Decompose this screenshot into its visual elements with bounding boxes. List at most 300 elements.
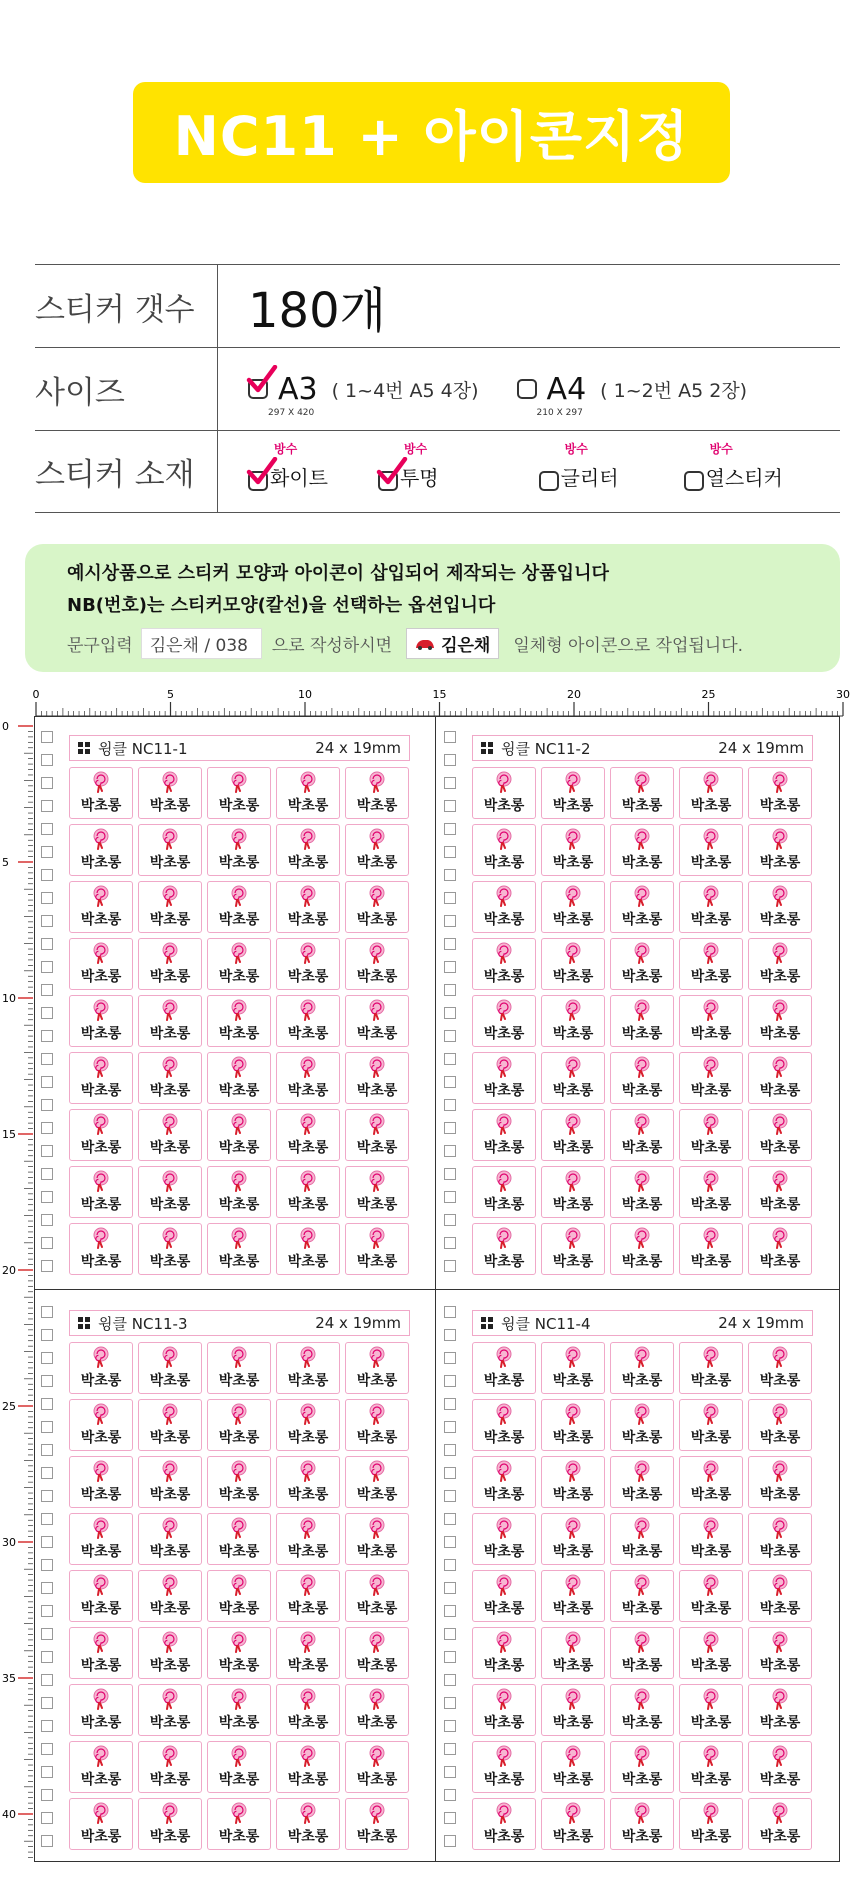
sticker-text: 박초롱 [759, 1026, 801, 1042]
lollipop-icon [228, 999, 250, 1021]
name-sticker [610, 938, 674, 990]
row-checkbox[interactable] [444, 1444, 456, 1456]
name-sticker [207, 1109, 271, 1161]
row-checkbox[interactable] [444, 1789, 456, 1801]
size-a3-checkbox[interactable] [248, 379, 268, 399]
sticker-text: 박초롱 [483, 969, 525, 985]
sticker-text: 박초롱 [80, 969, 122, 985]
name-sticker [138, 1741, 202, 1793]
ruler-v-label: 10 [2, 992, 16, 1005]
name-sticker [541, 1798, 605, 1850]
lollipop-icon [366, 1403, 388, 1425]
lollipop-icon [228, 1802, 250, 1824]
row-checkbox[interactable] [41, 1007, 53, 1019]
sticker-text: 박초롱 [356, 798, 398, 814]
row-checkbox[interactable] [41, 1168, 53, 1180]
sticker-text: 박초롱 [483, 912, 525, 928]
sticker-text: 박초롱 [149, 1373, 191, 1389]
sticker-sheet [34, 716, 840, 1862]
row-checkbox[interactable] [41, 1651, 53, 1663]
row-checkbox[interactable] [41, 1536, 53, 1548]
sticker-text: 박초롱 [218, 1083, 260, 1099]
name-sticker [541, 1456, 605, 1508]
lollipop-icon [769, 1056, 791, 1078]
sticker-text: 박초롱 [149, 1601, 191, 1617]
name-sticker [610, 1223, 674, 1275]
row-checkbox[interactable] [444, 1168, 456, 1180]
name-sticker [345, 1223, 409, 1275]
name-sticker [679, 1741, 743, 1793]
name-sticker [541, 1513, 605, 1565]
lollipop-icon [90, 1403, 112, 1425]
row-checkbox[interactable] [41, 915, 53, 927]
lollipop-icon [297, 1403, 319, 1425]
name-sticker [69, 1109, 133, 1161]
lollipop-icon [631, 999, 653, 1021]
row-checkbox[interactable] [444, 1674, 456, 1686]
sticker-text: 박초롱 [356, 1026, 398, 1042]
name-sticker [541, 1741, 605, 1793]
row-checkbox[interactable] [444, 1651, 456, 1663]
lollipop-icon [769, 885, 791, 907]
name-sticker [748, 1109, 812, 1161]
row-checkbox[interactable] [444, 1007, 456, 1019]
row-checkbox[interactable] [444, 1490, 456, 1502]
name-sticker [679, 1399, 743, 1451]
name-sticker [748, 938, 812, 990]
row-checkbox[interactable] [444, 1559, 456, 1571]
lollipop-icon [562, 828, 584, 850]
name-sticker [345, 1684, 409, 1736]
row-checkbox[interactable] [41, 1421, 53, 1433]
lollipop-icon [769, 1745, 791, 1767]
sticker-text: 박초롱 [218, 1544, 260, 1560]
count-row [35, 264, 840, 347]
row-checkbox[interactable] [41, 1122, 53, 1134]
row-checkbox[interactable] [444, 1329, 456, 1341]
lollipop-icon [631, 1688, 653, 1710]
material-clear-name: 투명 [399, 466, 439, 490]
size-a4-checkbox[interactable] [517, 379, 537, 399]
row-checkbox[interactable] [444, 869, 456, 881]
row-checkbox[interactable] [41, 1835, 53, 1847]
row-checkbox[interactable] [444, 1053, 456, 1065]
checkmark-icon [246, 457, 278, 489]
row-checkbox[interactable] [41, 1789, 53, 1801]
sticker-text: 박초롱 [149, 1829, 191, 1845]
sticker-text: 박초롱 [80, 855, 122, 871]
sticker-text: 박초롱 [218, 1254, 260, 1270]
lollipop-icon [228, 1631, 250, 1653]
material-glitter-checkbox[interactable] [539, 471, 559, 491]
sticker-text: 박초롱 [287, 912, 329, 928]
sticker-text: 박초롱 [552, 1373, 594, 1389]
sticker-text: 박초롱 [287, 1772, 329, 1788]
material-label: 스티커 소재 [35, 431, 218, 512]
name-sticker [610, 1741, 674, 1793]
lollipop-icon [297, 942, 319, 964]
row-checkbox[interactable] [41, 1812, 53, 1824]
row-checkbox[interactable] [41, 731, 53, 743]
name-sticker [748, 1798, 812, 1850]
row-checkbox[interactable] [444, 1467, 456, 1479]
sticker-text: 박초롱 [759, 969, 801, 985]
row-checkbox[interactable] [444, 1191, 456, 1203]
name-sticker [541, 767, 605, 819]
spec-table [35, 264, 840, 513]
material-clear-checkbox[interactable] [378, 471, 398, 491]
row-checkbox[interactable] [444, 1306, 456, 1318]
material-heat-checkbox[interactable] [684, 471, 704, 491]
row-checkbox[interactable] [444, 1697, 456, 1709]
row-checkbox-column [41, 731, 53, 1283]
sticker-text: 박초롱 [149, 1430, 191, 1446]
row-checkbox[interactable] [444, 1766, 456, 1778]
row-checkbox[interactable] [41, 777, 53, 789]
lollipop-icon [769, 1460, 791, 1482]
row-checkbox[interactable] [444, 777, 456, 789]
sticker-text: 박초롱 [759, 1430, 801, 1446]
sticker-text: 박초롱 [483, 855, 525, 871]
row-checkbox[interactable] [444, 892, 456, 904]
row-checkbox[interactable] [444, 1214, 456, 1226]
sticker-text: 박초롱 [690, 1254, 732, 1270]
row-checkbox[interactable] [444, 938, 456, 950]
lollipop-icon [366, 1517, 388, 1539]
name-sticker [472, 1741, 536, 1793]
sticker-text: 박초롱 [149, 1197, 191, 1213]
row-checkbox[interactable] [41, 1559, 53, 1571]
lollipop-icon [493, 1517, 515, 1539]
row-checkbox[interactable] [444, 1421, 456, 1433]
row-checkbox[interactable] [444, 800, 456, 812]
row-checkbox[interactable] [444, 1375, 456, 1387]
name-sticker [679, 1052, 743, 1104]
checkmark-icon [376, 457, 408, 489]
row-checkbox[interactable] [41, 846, 53, 858]
lollipop-icon [769, 1574, 791, 1596]
row-checkbox[interactable] [41, 1398, 53, 1410]
name-sticker [276, 938, 340, 990]
row-checkbox[interactable] [41, 1329, 53, 1341]
name-sticker [207, 1513, 271, 1565]
sticker-text: 박초롱 [218, 1772, 260, 1788]
name-sticker [472, 767, 536, 819]
sticker-text: 박초롱 [552, 1658, 594, 1674]
banner-title: NC11 + 아이콘지정 [173, 105, 690, 168]
row-checkbox[interactable] [444, 1720, 456, 1732]
name-sticker [679, 1456, 743, 1508]
name-sticker [138, 1399, 202, 1451]
lollipop-icon [228, 1403, 250, 1425]
sticker-text: 박초롱 [287, 1658, 329, 1674]
name-sticker [610, 1684, 674, 1736]
lollipop-icon [90, 1056, 112, 1078]
sticker-text: 박초롱 [759, 1373, 801, 1389]
row-checkbox[interactable] [41, 1214, 53, 1226]
lollipop-icon [366, 1802, 388, 1824]
sticker-text: 박초롱 [621, 969, 663, 985]
row-checkbox[interactable] [41, 800, 53, 812]
row-checkbox[interactable] [444, 1605, 456, 1617]
name-sticker [276, 995, 340, 1047]
lollipop-icon [631, 1227, 653, 1249]
row-checkbox[interactable] [41, 938, 53, 950]
row-checkbox[interactable] [41, 1076, 53, 1088]
lollipop-icon [493, 1170, 515, 1192]
name-sticker [207, 1342, 271, 1394]
notice-line-3 [67, 628, 840, 659]
sticker-text: 박초롱 [80, 1140, 122, 1156]
lollipop-icon [769, 771, 791, 793]
row-checkbox[interactable] [41, 1467, 53, 1479]
row-checkbox[interactable] [41, 1628, 53, 1640]
sticker-text: 박초롱 [149, 969, 191, 985]
row-checkbox[interactable] [444, 1743, 456, 1755]
row-checkbox[interactable] [41, 1260, 53, 1272]
vertical-ruler [0, 716, 34, 1866]
name-sticker [541, 1109, 605, 1161]
row-checkbox[interactable] [444, 961, 456, 973]
name-sticker [472, 1456, 536, 1508]
material-option-glitter[interactable] [539, 442, 619, 491]
row-checkbox[interactable] [41, 1674, 53, 1686]
row-checkbox[interactable] [444, 1352, 456, 1364]
lollipop-icon [159, 1745, 181, 1767]
sticker-text: 박초롱 [287, 1140, 329, 1156]
row-checkbox[interactable] [41, 869, 53, 881]
ruler-v-label: 15 [2, 1128, 16, 1141]
row-checkbox[interactable] [444, 1145, 456, 1157]
row-checkbox[interactable] [444, 1122, 456, 1134]
sticker-text: 박초롱 [552, 1487, 594, 1503]
name-sticker [748, 1166, 812, 1218]
row-checkbox[interactable] [41, 1145, 53, 1157]
sticker-text: 박초롱 [356, 1430, 398, 1446]
name-sticker [69, 1456, 133, 1508]
row-checkbox[interactable] [444, 915, 456, 927]
lollipop-icon [493, 771, 515, 793]
row-checkbox[interactable] [444, 1237, 456, 1249]
lollipop-icon [631, 1574, 653, 1596]
panel-size: 24 x 19mm [315, 1314, 401, 1332]
lollipop-icon [769, 1631, 791, 1653]
lollipop-icon [159, 1346, 181, 1368]
sticker-text: 박초롱 [218, 1373, 260, 1389]
row-checkbox[interactable] [444, 1099, 456, 1111]
size-option-a4[interactable] [517, 371, 748, 418]
name-sticker [69, 995, 133, 1047]
lollipop-icon [159, 1460, 181, 1482]
row-checkbox[interactable] [41, 1191, 53, 1203]
sticker-text: 박초롱 [552, 1715, 594, 1731]
sticker-text: 박초롱 [287, 1601, 329, 1617]
sticker-text: 박초롱 [149, 1487, 191, 1503]
row-checkbox[interactable] [444, 1835, 456, 1847]
row-checkbox[interactable] [41, 892, 53, 904]
sticker-text: 박초롱 [218, 969, 260, 985]
lollipop-icon [228, 1460, 250, 1482]
lollipop-icon [297, 1574, 319, 1596]
lollipop-icon [159, 1802, 181, 1824]
lollipop-icon [159, 885, 181, 907]
size-label: 사이즈 [35, 348, 218, 430]
lollipop-icon [769, 1170, 791, 1192]
lollipop-icon [769, 999, 791, 1021]
lollipop-icon [769, 1403, 791, 1425]
name-sticker [276, 1741, 340, 1793]
sticker-text: 박초롱 [218, 1601, 260, 1617]
lollipop-icon [159, 1056, 181, 1078]
material-option-white[interactable] [248, 442, 328, 491]
size-options [218, 348, 840, 430]
name-sticker [276, 1052, 340, 1104]
size-a3-dimension: 297 X 420 [268, 407, 315, 418]
row-checkbox[interactable] [41, 1582, 53, 1594]
lollipop-icon [631, 1403, 653, 1425]
lollipop-icon [700, 1170, 722, 1192]
result-chip [406, 628, 499, 659]
row-checkbox[interactable] [444, 1513, 456, 1525]
grid-icon [481, 742, 493, 754]
sticker-text: 박초롱 [218, 1430, 260, 1446]
row-checkbox[interactable] [41, 1099, 53, 1111]
row-checkbox[interactable] [41, 1513, 53, 1525]
name-sticker [69, 881, 133, 933]
name-sticker [276, 1513, 340, 1565]
row-checkbox[interactable] [41, 754, 53, 766]
sticker-text: 박초롱 [149, 1140, 191, 1156]
lollipop-icon [631, 1460, 653, 1482]
row-checkbox[interactable] [444, 754, 456, 766]
sticker-text: 박초롱 [552, 1254, 594, 1270]
row-checkbox[interactable] [41, 961, 53, 973]
row-checkbox[interactable] [41, 1444, 53, 1456]
material-white-checkbox[interactable] [248, 471, 268, 491]
material-options [218, 431, 840, 512]
sheet-divider-horizontal [35, 1289, 839, 1290]
lollipop-icon [90, 771, 112, 793]
sticker-text: 박초롱 [483, 1254, 525, 1270]
lollipop-icon [700, 999, 722, 1021]
name-sticker [472, 881, 536, 933]
row-checkbox[interactable] [444, 1260, 456, 1272]
name-sticker [276, 1456, 340, 1508]
row-checkbox[interactable] [444, 846, 456, 858]
notice-mid: 으로 작성하시면 [271, 636, 393, 656]
sticker-text: 박초롱 [356, 1658, 398, 1674]
row-checkbox[interactable] [444, 1076, 456, 1088]
lollipop-icon [297, 1631, 319, 1653]
lollipop-icon [493, 999, 515, 1021]
lollipop-icon [159, 1574, 181, 1596]
lollipop-icon [700, 1113, 722, 1135]
name-sticker [610, 1456, 674, 1508]
size-option-a3[interactable] [248, 371, 479, 418]
row-checkbox[interactable] [444, 1398, 456, 1410]
material-option-clear[interactable] [378, 442, 439, 491]
row-checkbox[interactable] [41, 1030, 53, 1042]
name-sticker [610, 881, 674, 933]
sticker-text: 박초롱 [80, 1083, 122, 1099]
row-checkbox[interactable] [444, 1628, 456, 1640]
sticker-text: 박초롱 [759, 1083, 801, 1099]
lollipop-icon [90, 1460, 112, 1482]
lollipop-icon [631, 1056, 653, 1078]
name-sticker [748, 881, 812, 933]
row-checkbox[interactable] [41, 1053, 53, 1065]
sticker-text: 박초롱 [483, 1430, 525, 1446]
sticker-text: 박초롱 [483, 1487, 525, 1503]
sticker-text: 박초롱 [356, 1544, 398, 1560]
sticker-text: 박초롱 [552, 1430, 594, 1446]
name-sticker [679, 1570, 743, 1622]
row-checkbox[interactable] [41, 1605, 53, 1617]
row-checkbox[interactable] [41, 823, 53, 835]
row-checkbox[interactable] [41, 1375, 53, 1387]
sticker-text: 박초롱 [690, 855, 732, 871]
lollipop-icon [90, 1802, 112, 1824]
sticker-text: 박초롱 [621, 1430, 663, 1446]
name-sticker [69, 1052, 133, 1104]
row-checkbox[interactable] [444, 1536, 456, 1548]
row-checkbox[interactable] [41, 1743, 53, 1755]
car-icon [415, 638, 435, 650]
sticker-text: 박초롱 [287, 1373, 329, 1389]
row-checkbox[interactable] [41, 1720, 53, 1732]
name-sticker [69, 1513, 133, 1565]
grid-icon [481, 1317, 493, 1329]
row-checkbox[interactable] [444, 731, 456, 743]
row-checkbox[interactable] [41, 984, 53, 996]
lollipop-icon [769, 1113, 791, 1135]
row-checkbox[interactable] [41, 1490, 53, 1502]
row-checkbox[interactable] [41, 1237, 53, 1249]
panel-header [69, 735, 410, 761]
name-sticker [69, 938, 133, 990]
row-checkbox[interactable] [444, 823, 456, 835]
name-sticker [345, 1513, 409, 1565]
lollipop-icon [90, 942, 112, 964]
row-checkbox[interactable] [41, 1306, 53, 1318]
row-checkbox[interactable] [41, 1697, 53, 1709]
material-option-heat[interactable] [684, 442, 783, 491]
name-sticker [610, 995, 674, 1047]
lollipop-icon [366, 1346, 388, 1368]
row-checkbox[interactable] [444, 1030, 456, 1042]
name-sticker [69, 1684, 133, 1736]
row-checkbox[interactable] [444, 1582, 456, 1594]
lollipop-icon [159, 999, 181, 1021]
name-sticker [69, 1342, 133, 1394]
name-sticker [541, 1052, 605, 1104]
lollipop-icon [366, 1688, 388, 1710]
lollipop-icon [562, 1745, 584, 1767]
lollipop-icon [297, 828, 319, 850]
name-sticker [207, 1456, 271, 1508]
lollipop-icon [90, 1227, 112, 1249]
name-sticker [748, 1456, 812, 1508]
lollipop-icon [90, 1113, 112, 1135]
row-checkbox[interactable] [444, 984, 456, 996]
row-checkbox[interactable] [41, 1766, 53, 1778]
sticker-text: 박초롱 [483, 1658, 525, 1674]
row-checkbox[interactable] [444, 1812, 456, 1824]
lollipop-icon [228, 771, 250, 793]
name-sticker [276, 1570, 340, 1622]
row-checkbox[interactable] [41, 1352, 53, 1364]
sticker-text: 박초롱 [149, 1083, 191, 1099]
